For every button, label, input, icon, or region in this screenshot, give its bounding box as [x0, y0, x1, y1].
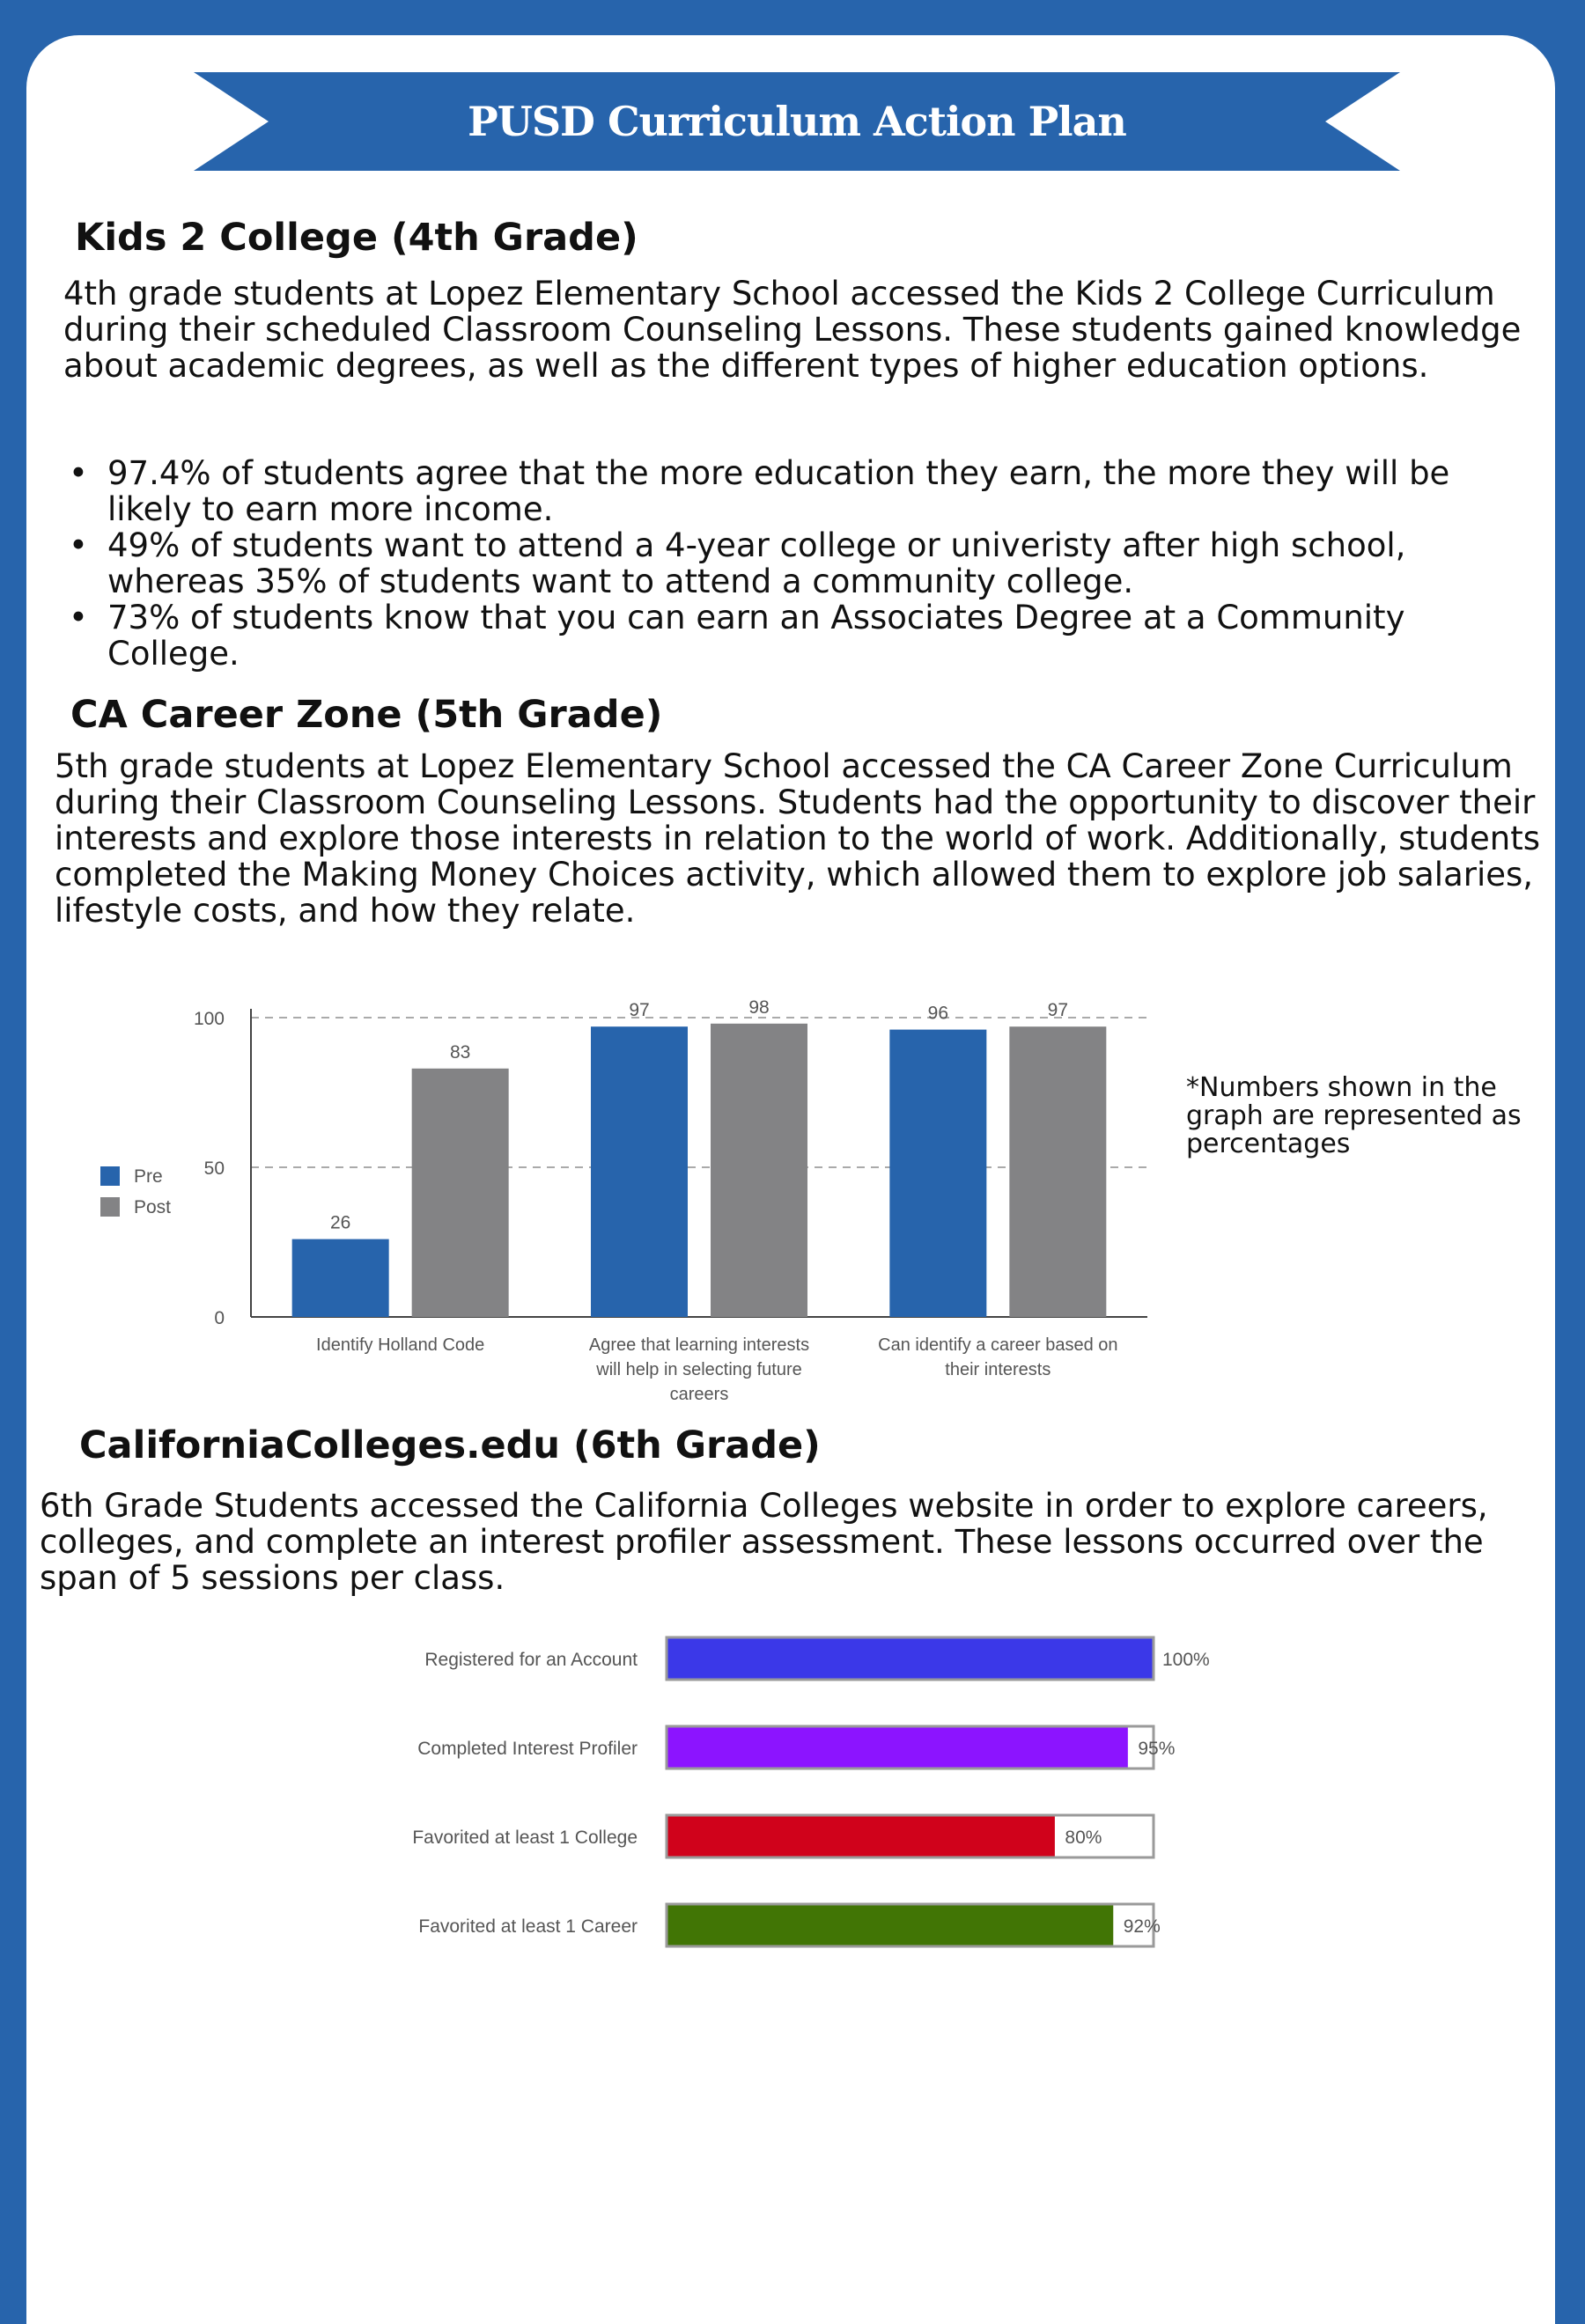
- bullet-list: [62, 455, 1523, 672]
- x-tick-label: Agree that learning interests: [588, 1335, 810, 1355]
- y-tick-label: 0: [214, 1308, 225, 1328]
- section-heading-kids2college: Kids 2 College (4th Grade): [75, 216, 638, 260]
- section-heading-career-zone: CA Career Zone (5th Grade): [70, 693, 663, 737]
- legend-label: Pre: [134, 1166, 163, 1187]
- section-paragraph-career-zone: 5th grade students at Lopez Elementary School accessed the CA Career Zone Curriculum during their Classroom Counseling Lessons. Students had the opportunity to discover their interests and explore those interests in relation to the world of work. Additionally, students completed the Making Money Choices activity, which allowed them to explore job salaries, lifestyle costs, and how they relate.: [55, 747, 1540, 930]
- bar-value-label: 95%: [1138, 1739, 1176, 1759]
- list-item: • 49% of students want to attend a 4-year college or univeristy after high school, whereas 35% of students want to attend a community college.: [62, 527, 1523, 599]
- section-paragraph-california-colleges: 6th Grade Students accessed the California Colleges website in order to explore careers, colleges, and complete an interest profiler assessment. These lessons occurred over the span of 5 sessions per class.: [40, 1487, 1488, 1597]
- bar-pre: [292, 1239, 389, 1317]
- legend-swatch: [100, 1197, 120, 1217]
- section-heading-california-colleges: CaliforniaColleges.edu (6th Grade): [79, 1423, 821, 1467]
- bar-category-label: Favorited at least 1 College: [412, 1828, 638, 1848]
- bar-category-label: Completed Interest Profiler: [417, 1739, 638, 1759]
- x-tick-label: their interests: [945, 1360, 1051, 1379]
- bar-post: [711, 1024, 807, 1317]
- bar-value-label: 100%: [1162, 1650, 1210, 1670]
- y-tick-label: 100: [193, 1009, 225, 1029]
- data-label: 97: [629, 1000, 650, 1021]
- legend-swatch: [100, 1166, 120, 1186]
- bar-fill: [668, 1728, 1128, 1768]
- bar-value-label: 80%: [1065, 1828, 1102, 1848]
- data-label: 96: [927, 1003, 949, 1024]
- california-colleges-bar-chart: [335, 1620, 1259, 1963]
- list-item: • 97.4% of students agree that the more education they earn, the more they will be likely to earn more income.: [62, 455, 1523, 527]
- bar-value-label: 92%: [1123, 1916, 1161, 1937]
- data-label: 97: [1047, 1000, 1069, 1021]
- title-banner: [194, 72, 1400, 171]
- bar-fill: [668, 1906, 1114, 1945]
- chart-note: *Numbers shown in the graph are represented as percentages: [1186, 1072, 1522, 1159]
- bar-pre: [591, 1026, 688, 1317]
- bar-post: [412, 1069, 509, 1317]
- bar-category-label: Favorited at least 1 Career: [418, 1916, 638, 1937]
- bar-post: [1009, 1026, 1106, 1317]
- bar-fill: [668, 1817, 1055, 1857]
- legend-label: Post: [134, 1197, 172, 1217]
- bar-pre: [889, 1030, 986, 1317]
- data-label: 98: [748, 997, 770, 1018]
- list-item: • 73% of students know that you can earn an Associates Degree at a Community College.: [62, 599, 1523, 672]
- bar-category-label: Registered for an Account: [424, 1650, 638, 1670]
- x-tick-label: careers: [669, 1385, 729, 1404]
- data-label: 26: [329, 1212, 351, 1233]
- bar-fill: [668, 1639, 1153, 1679]
- x-tick-label: Identify Holland Code: [316, 1335, 485, 1355]
- career-zone-bar-chart: [88, 986, 1171, 1435]
- data-label: 83: [449, 1041, 471, 1063]
- section-paragraph-kids2college: 4th grade students at Lopez Elementary School accessed the Kids 2 College Curriculum during their scheduled Classroom Counseling Lessons. These students gained knowledge about academic degrees, as well as the different types of higher education options.: [63, 275, 1522, 385]
- x-tick-label: will help in selecting future: [596, 1360, 802, 1379]
- y-tick-label: 50: [203, 1158, 225, 1179]
- x-tick-label: Can identify a career based on: [878, 1335, 1118, 1355]
- page-title: PUSD Curriculum Action Plan: [468, 98, 1126, 145]
